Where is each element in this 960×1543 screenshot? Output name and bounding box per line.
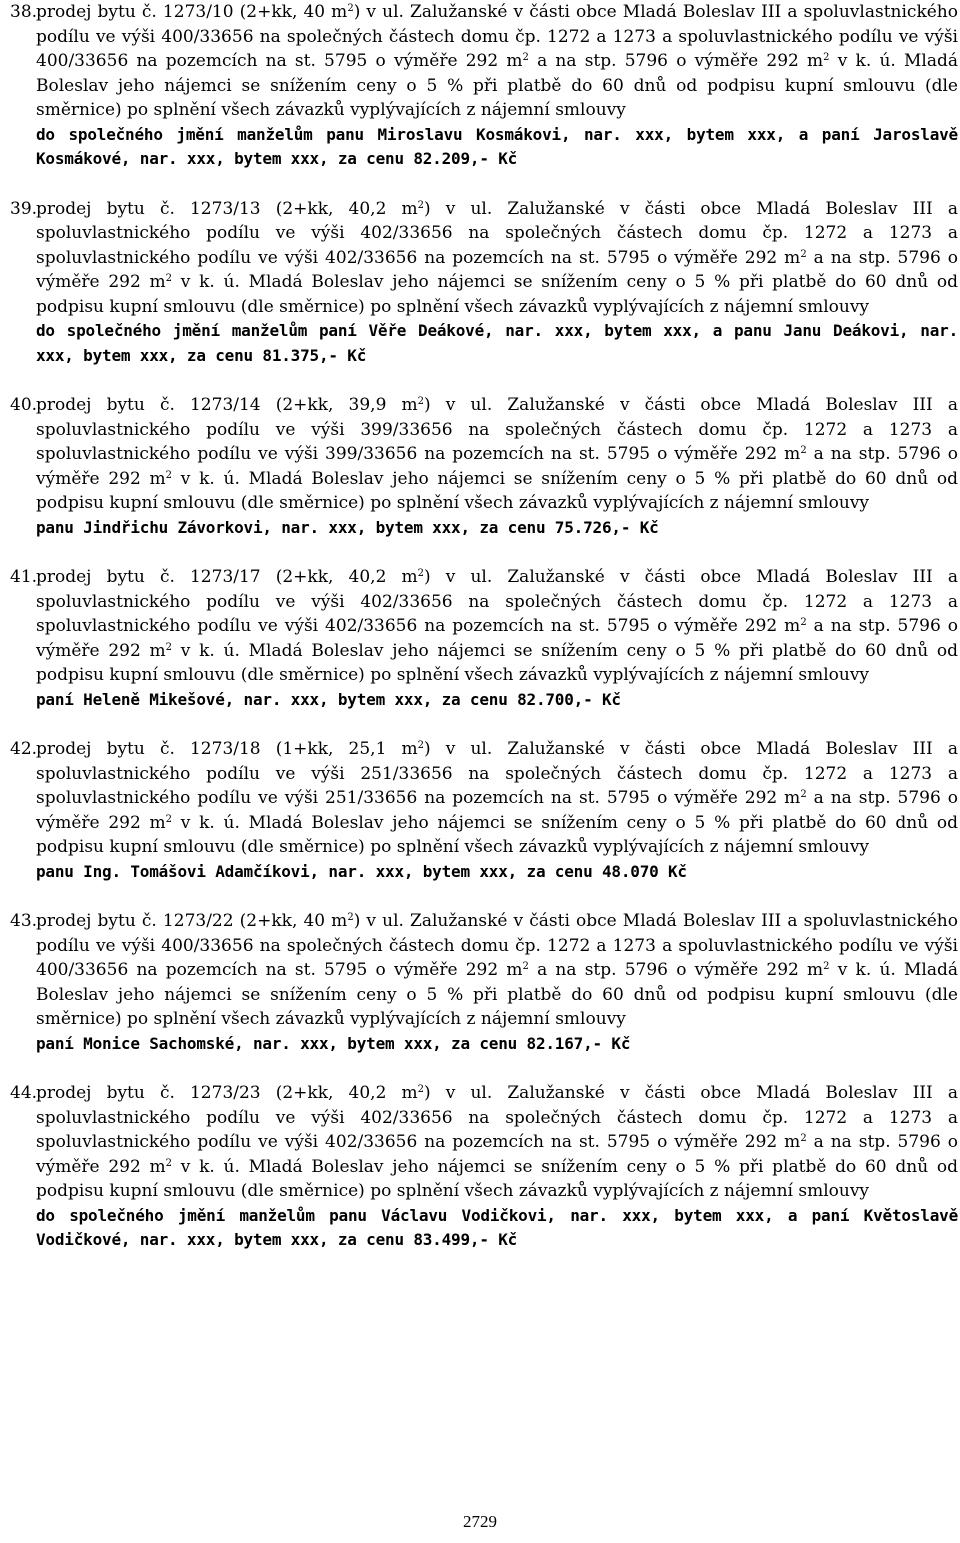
description-text: a na stp. 5796 o výměře 292 m (528, 51, 824, 71)
description-text: v k. ú. Mladá Boleslav jeho nájemci se snížením ceny o 5 % při platbě do 60 dnů od podpisu kupní smlouvu (dle směrnice) po splnění všech závazků vyplývajících z nájemní smlouvy (36, 1156, 959, 1201)
resolution-item (10, 737, 958, 884)
description-text: ) v ul. Zalužanské v části obce Mladá Boleslav III a spoluvlastnického podílu ve výši 251/33656 na společných částech domu čp. 1272 a 1273 a spoluvlastnického podílu ve výši 251/33656 na pozemcích na st. 5795 o výměře 292 m (36, 739, 958, 808)
item-description (36, 0, 958, 123)
superscript: 2 (800, 789, 807, 800)
item-description (36, 1081, 958, 1204)
description-text: prodej bytu č. 1273/18 (1+kk, 25,1 m (36, 739, 418, 759)
superscript: 2 (417, 199, 424, 211)
description-text: a na stp. 5796 o výměře 292 m (36, 1132, 958, 1177)
description-text: prodej bytu č. 1273/10 (2+kk, 40 m (36, 2, 348, 22)
description-text: prodej bytu č. 1273/14 (2+kk, 39,9 m (36, 395, 418, 415)
superscript: 2 (522, 961, 529, 972)
buyer-text: do společného jmění manželům panu Miroslavu Kosmákovi, nar. xxx, bytem xxx, a paní Jaroslavě Kosmákové, nar. xxx, bytem xxx, za cenu 82.209,- Kč (36, 124, 958, 168)
superscript: 2 (417, 1084, 424, 1095)
buyer-text: panu Jindřichu Závorkovi, nar. xxx, bytem xxx, za cenu 75.726,- Kč (36, 517, 659, 537)
item-spacer (10, 712, 958, 737)
description-text: a na stp. 5796 o výměře 292 m (528, 960, 824, 980)
item-number: 43. (10, 911, 38, 931)
buyer-text: paní Monice Sachomské, nar. xxx, bytem xxx, za cenu 82.167,- Kč (36, 1033, 631, 1053)
superscript: 2 (417, 568, 424, 579)
buyer-text: paní Heleně Mikešové, nar. xxx, bytem xxx, za cenu 82.700,- Kč (36, 689, 621, 709)
description-text: ) v ul. Zalužanské v části obce Mladá Boleslav III a spoluvlastnického podílu ve výši 402/33656 na společných částech domu čp. 1272 a 1273 a spoluvlastnického podílu ve výši 402/33656 na pozemcích na st. 5795 o výměře 292 m (36, 1083, 958, 1152)
description-text: ) v ul. Zalužanské v části obce Mladá Boleslav III a spoluvlastnického podílu ve výši 402/33656 na společných částech domu čp. 1272 a 1273 a spoluvlastnického podílu ve výši 402/33656 na pozemcích na st. 5795 o výměře 292 m (36, 198, 958, 268)
superscript: 2 (165, 1157, 173, 1169)
superscript: 2 (165, 641, 173, 653)
document-page (10, 0, 958, 1253)
description-text: v k. ú. Mladá Boleslav jeho nájemci se snížením ceny o 5 % při platbě do 60 dnů od podpisu kupní smlouvu (dle směrnice) po splnění všech závazků vyplývajících z nájemní smlouvy (36, 272, 959, 317)
superscript: 2 (800, 617, 807, 628)
description-text: ) v ul. Zalužanské v části obce Mladá Boleslav III a spoluvlastnického podílu ve výši 400/33656 na společných částech domu čp. 1272 a 1273 a spoluvlastnického podílu ve výši 400/33656 na pozemcích na st. 5795 o výměře 292 m (36, 911, 958, 980)
item-spacer (10, 884, 958, 909)
superscript: 2 (347, 3, 354, 14)
resolution-item (10, 565, 958, 712)
superscript: 2 (800, 1133, 807, 1144)
superscript: 2 (417, 740, 424, 751)
item-description (36, 197, 958, 320)
buyer-text: do společného jmění manželům panu Václavu Vodičkovi, nar. xxx, bytem xxx, a paní Květoslavě Vodičkové, nar. xxx, bytem xxx, za cenu 83.499,- Kč (36, 1205, 958, 1249)
description-text: v k. ú. Mladá Boleslav jeho nájemci se snížením ceny o 5 % při platbě do 60 dnů od podpisu kupní smlouvu (dle směrnice) po splnění všech závazků vyplývajících z nájemní smlouvy (36, 51, 958, 120)
resolution-item (10, 1081, 958, 1253)
superscript: 2 (165, 813, 173, 825)
superscript: 2 (417, 396, 424, 407)
item-description (36, 909, 958, 1032)
description-text: prodej bytu č. 1273/17 (2+kk, 40,2 m (36, 567, 418, 587)
description-text: prodej bytu č. 1273/22 (2+kk, 40 m (36, 911, 348, 931)
description-text: a na stp. 5796 o výměře 292 m (36, 247, 958, 292)
description-text: ) v ul. Zalužanské v části obce Mladá Boleslav III a spoluvlastnického podílu ve výši 402/33656 na společných částech domu čp. 1272 a 1273 a spoluvlastnického podílu ve výši 402/33656 na pozemcích na st. 5795 o výměře 292 m (36, 567, 958, 636)
item-description (36, 737, 958, 860)
description-text: v k. ú. Mladá Boleslav jeho nájemci se snížením ceny o 5 % při platbě do 60 dnů od podpisu kupní smlouvu (dle směrnice) po splnění všech závazků vyplývajících z nájemní smlouvy (36, 468, 959, 513)
item-number: 40. (10, 395, 38, 415)
resolution-item (10, 393, 958, 540)
resolution-item (10, 909, 958, 1056)
item-description (36, 565, 958, 688)
item-description (36, 393, 958, 516)
item-number: 39. (10, 198, 38, 219)
description-text: ) v ul. Zalužanské v části obce Mladá Boleslav III a spoluvlastnického podílu ve výši 399/33656 na společných částech domu čp. 1272 a 1273 a spoluvlastnického podílu ve výši 399/33656 na pozemcích na st. 5795 o výměře 292 m (36, 395, 958, 464)
resolution-item (10, 197, 958, 369)
resolution-list (10, 0, 958, 1253)
description-text: prodej bytu č. 1273/13 (2+kk, 40,2 m (36, 198, 418, 219)
item-number: 38. (10, 2, 38, 22)
item-number: 42. (10, 739, 38, 759)
superscript: 2 (800, 445, 807, 456)
description-text: v k. ú. Mladá Boleslav jeho nájemci se snížením ceny o 5 % při platbě do 60 dnů od podpisu kupní smlouvu (dle směrnice) po splnění všech závazků vyplývajících z nájemní smlouvy (36, 640, 959, 685)
superscript: 2 (800, 248, 807, 260)
resolution-item (10, 0, 958, 172)
buyer-text: panu Ing. Tomášovi Adamčíkovi, nar. xxx, bytem xxx, za cenu 48.070 Kč (36, 861, 687, 881)
description-text: a na stp. 5796 o výměře 292 m (36, 788, 958, 833)
superscript: 2 (347, 912, 354, 923)
description-text: v k. ú. Mladá Boleslav jeho nájemci se snížením ceny o 5 % při platbě do 60 dnů od podpisu kupní smlouvu (dle směrnice) po splnění všech závazků vyplývajících z nájemní smlouvy (36, 960, 958, 1029)
page-number: 2729 (463, 1512, 497, 1531)
buyer-text: do společného jmění manželům paní Věře Deákové, nar. xxx, bytem xxx, a panu Janu Deákovi, nar. xxx, bytem xxx, za cenu 81.375,- Kč (36, 321, 958, 365)
item-spacer (10, 368, 958, 393)
description-text: a na stp. 5796 o výměře 292 m (36, 616, 958, 661)
superscript: 2 (165, 469, 173, 481)
item-spacer (10, 1056, 958, 1081)
item-spacer (10, 540, 958, 565)
description-text: prodej bytu č. 1273/23 (2+kk, 40,2 m (36, 1083, 418, 1103)
superscript: 2 (522, 52, 529, 63)
superscript: 2 (165, 273, 173, 284)
description-text: ) v ul. Zalužanské v části obce Mladá Boleslav III a spoluvlastnického podílu ve výši 400/33656 na společných částech domu čp. 1272 a 1273 a spoluvlastnického podílu ve výši 400/33656 na pozemcích na st. 5795 o výměře 292 m (36, 2, 958, 71)
superscript: 2 (823, 52, 830, 63)
superscript: 2 (823, 961, 830, 972)
description-text: a na stp. 5796 o výměře 292 m (36, 444, 958, 489)
item-number: 44. (10, 1083, 38, 1103)
item-number: 41. (10, 567, 38, 587)
item-spacer (10, 172, 958, 197)
description-text: v k. ú. Mladá Boleslav jeho nájemci se snížením ceny o 5 % při platbě do 60 dnů od podpisu kupní smlouvu (dle směrnice) po splnění všech závazků vyplývajících z nájemní smlouvy (36, 812, 959, 857)
